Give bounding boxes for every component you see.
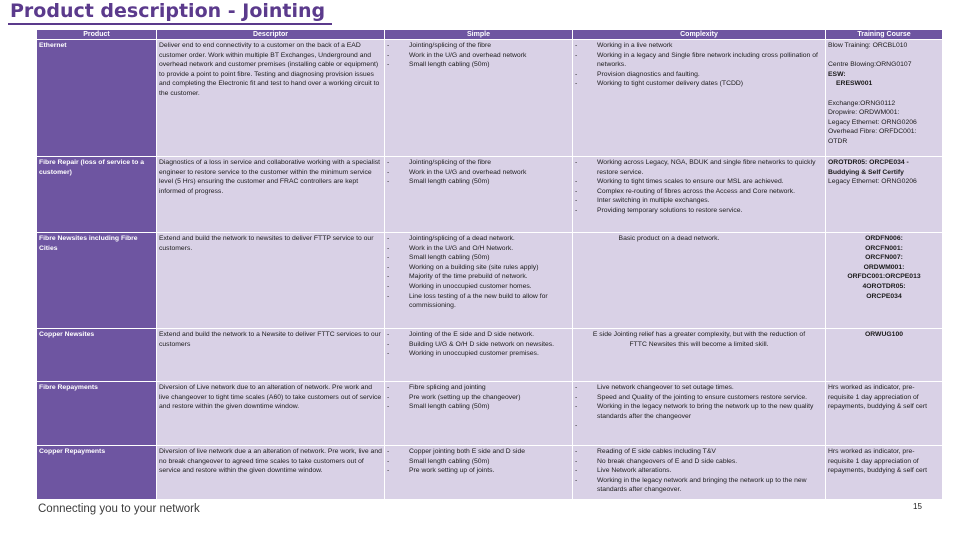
- list-item: - No break changeovers of E and D side cables.: [575, 457, 823, 467]
- list-item: - Working in a legacy and Single fibre network including cross pollination of networks.: [575, 51, 823, 70]
- header-training-course: Training Course: [826, 30, 943, 40]
- list-item: - Live network changeover to set outage times.: [575, 383, 823, 393]
- page-title: Product description - Jointing: [10, 0, 326, 22]
- table-row: [37, 40, 943, 157]
- complexity-cell: [573, 40, 826, 157]
- list-item: - Inter switching in multiple exchanges.: [575, 196, 823, 206]
- list-item: - Providing temporary solutions to restore service.: [575, 206, 823, 216]
- title-underline: [8, 23, 332, 25]
- training-line: ORFDC001:ORCPE013: [847, 273, 921, 281]
- training-line: ORCPE034: [866, 292, 902, 300]
- header-product: Product: [37, 30, 157, 40]
- header-simple: Simple: [385, 30, 573, 40]
- table-row: [37, 233, 943, 329]
- list-item: - Speed and Quality of the jointing to ensure customers restore service.: [575, 393, 823, 403]
- complexity-cell: [573, 446, 826, 500]
- training-line: Hrs worked as indicator, pre-requisite 1 day appreciation of repayments, buddying & self cert: [828, 448, 927, 475]
- list-item: - Jointing/splicing of the fibre: [387, 41, 570, 51]
- list-item: - Work in the U/G and overhead network: [387, 51, 570, 61]
- simple-cell: [385, 40, 573, 157]
- list-item: - Building U/G & O/H D side network on newsites.: [387, 340, 570, 350]
- training-line: 4OROTDR05:: [862, 282, 906, 290]
- descriptor-cell: Diversion of Live network due to an alteration of network. Pre work and live changeover to tight time scales (A60) to take customers out of service and restore within the given downtime window.: [157, 382, 385, 446]
- training-line: Legacy Ethernet: ORNG0206: [828, 178, 917, 186]
- training-cell: [826, 382, 943, 446]
- training-line: ORWUG100: [864, 331, 904, 338]
- complexity-cell: [573, 382, 826, 446]
- list-item: - Live Network alterations.: [575, 466, 823, 476]
- descriptor-cell: Diagnostics of a loss in service and collaborative working with a specialist engineer to restore service to the customer within the minimum service level (5 Hrs) ensuring the customer and FRAC controllers are kept informed of progress.: [157, 157, 385, 233]
- list-item: - Work in the U/G and overhead network: [387, 168, 570, 178]
- training-line: OROTDR05: ORCPE034 - Buddying & Self Certify: [828, 159, 909, 176]
- training-line: Hrs worked as indicator, pre-requisite 1 day appreciation of repayments, buddying & self cert: [828, 384, 927, 411]
- product-cell: Fibre Newsites including Fibre Cities: [37, 233, 157, 329]
- list-item: - Small length cabling (50m): [387, 457, 570, 467]
- simple-cell: [385, 157, 573, 233]
- list-item: - Working on a building site (site rules apply): [387, 263, 570, 273]
- training-line: ERESW001: [836, 80, 873, 88]
- product-cell: Fibre Repair (loss of service to a customer): [37, 157, 157, 233]
- training-line: ORDWM001:: [863, 263, 905, 271]
- footer-tagline: Connecting you to your network: [38, 503, 200, 515]
- list-item: - Small length cabling (50m): [387, 402, 570, 412]
- training-cell: [826, 446, 943, 500]
- list-item: - Working in a live network: [575, 41, 823, 51]
- training-cell: [826, 329, 943, 382]
- list-item: - Complex re-routing of fibres across the Access and Core network.: [575, 187, 823, 197]
- training-line: ESW:: [828, 70, 846, 78]
- descriptor-cell: Extend and build the network to newsites to deliver FTTP service to our customers.: [157, 233, 385, 329]
- complexity-text: E side Jointing relief has a greater complexity, but with the reduction of FTTC Newsites this will become a limited skill.: [592, 331, 806, 348]
- training-line: [828, 89, 940, 99]
- descriptor-cell: Deliver end to end connectivity to a customer on the back of a EAD customer order. Work within multiple BT Exchanges, Underground and overhead network and customer premises (installing cable or equipment) to provide a point to point fibre. Testing and diagnosing provision issues and completing the Electronic fit and test to hand over a working circuit to the customer.: [157, 40, 385, 157]
- list-item: - Line loss testing of a the new build to allow for commissioning.: [387, 292, 570, 311]
- table-row: [37, 157, 943, 233]
- table-row: [37, 329, 943, 382]
- training-line: Dropwire: ORDWM001:: [828, 109, 900, 117]
- product-cell: Copper Newsites: [37, 329, 157, 382]
- list-item: - Small length cabling (50m): [387, 177, 570, 187]
- training-line: [828, 51, 940, 61]
- training-line: ORCFN001:: [865, 244, 903, 252]
- list-item: - Jointing of the E side and D side network.: [387, 330, 570, 340]
- training-cell: [826, 157, 943, 233]
- complexity-text: Basic product on a dead network.: [618, 235, 720, 242]
- training-line: Exchange:ORNG0112: [828, 99, 896, 107]
- table-row: [37, 382, 943, 446]
- training-line: ORCFN007:: [865, 254, 903, 262]
- list-item: - Work in the U/G and O/H Network.: [387, 244, 570, 254]
- table-header-row: [37, 30, 943, 40]
- list-item: - Working to tight times scales to ensure our MSL are achieved.: [575, 177, 823, 187]
- training-line: Blow Training: ORCBL010: [828, 42, 908, 49]
- training-line: Centre Blowing:ORNG0107: [828, 61, 912, 69]
- product-cell: Copper Repayments: [37, 446, 157, 500]
- list-item: - Provision diagnostics and faulting.: [575, 70, 823, 80]
- descriptor-cell: Diversion of live network due a an alteration of network. Pre work, live and no break changeover to agreed time scales to take customers out of service and restore within the given downtime window.: [157, 446, 385, 500]
- list-item: - Working in the legacy network to bring the network up to the new quality standards after the changeover: [575, 402, 823, 421]
- training-line: Legacy Ethernet: ORNG0206: [828, 118, 917, 126]
- product-cell: Fibre Repayments: [37, 382, 157, 446]
- descriptor-cell: Extend and build the network to a Newsite to deliver FTTC services to our customers: [157, 329, 385, 382]
- list-item: - Working in unoccupied customer homes.: [387, 282, 570, 292]
- list-item: - Working to tight customer delivery dates (TCDD): [575, 79, 823, 89]
- list-item: - Small length cabling (50m): [387, 253, 570, 263]
- list-item: - Working in unoccupied customer premises.: [387, 349, 570, 359]
- complexity-cell: [573, 233, 826, 329]
- list-item: - Small length cabling (50m): [387, 60, 570, 70]
- list-item: - Jointing/splicing of the fibre: [387, 158, 570, 168]
- list-item: - Copper jointing both E side and D side: [387, 447, 570, 457]
- training-line: OTDR: [828, 137, 848, 145]
- list-item: - Pre work (setting up the changeover): [387, 393, 570, 403]
- simple-cell: [385, 382, 573, 446]
- table-row: [37, 446, 943, 500]
- list-item: - Reading of E side cables including T&V: [575, 447, 823, 457]
- list-item: - Working in the legacy network and bringing the network up to the new standards after changeover.: [575, 476, 823, 495]
- product-cell: Ethernet: [37, 40, 157, 157]
- simple-cell: [385, 329, 573, 382]
- list-item: - Jointing/splicing of a dead network.: [387, 234, 570, 244]
- simple-cell: [385, 446, 573, 500]
- training-line: Overhead Fibre: ORFDC001:: [828, 128, 917, 136]
- simple-cell: [385, 233, 573, 329]
- training-cell: [826, 40, 943, 157]
- list-item: - Pre work setting up of joints.: [387, 466, 570, 476]
- list-item: - Fibre splicing and jointing: [387, 383, 570, 393]
- training-line: ORDFN006:: [865, 235, 903, 242]
- training-cell: [826, 233, 943, 329]
- page-number: 15: [913, 502, 922, 511]
- header-descriptor: Descriptor: [157, 30, 385, 40]
- list-item: - Working across Legacy, NGA, BDUK and single fibre networks to quickly restore service.: [575, 158, 823, 177]
- complexity-cell: [573, 157, 826, 233]
- header-complexity: Complexity: [573, 30, 826, 40]
- list-item: - Majority of the time prebuild of network.: [387, 272, 570, 282]
- complexity-cell: [573, 329, 826, 382]
- product-description-table: [36, 29, 943, 500]
